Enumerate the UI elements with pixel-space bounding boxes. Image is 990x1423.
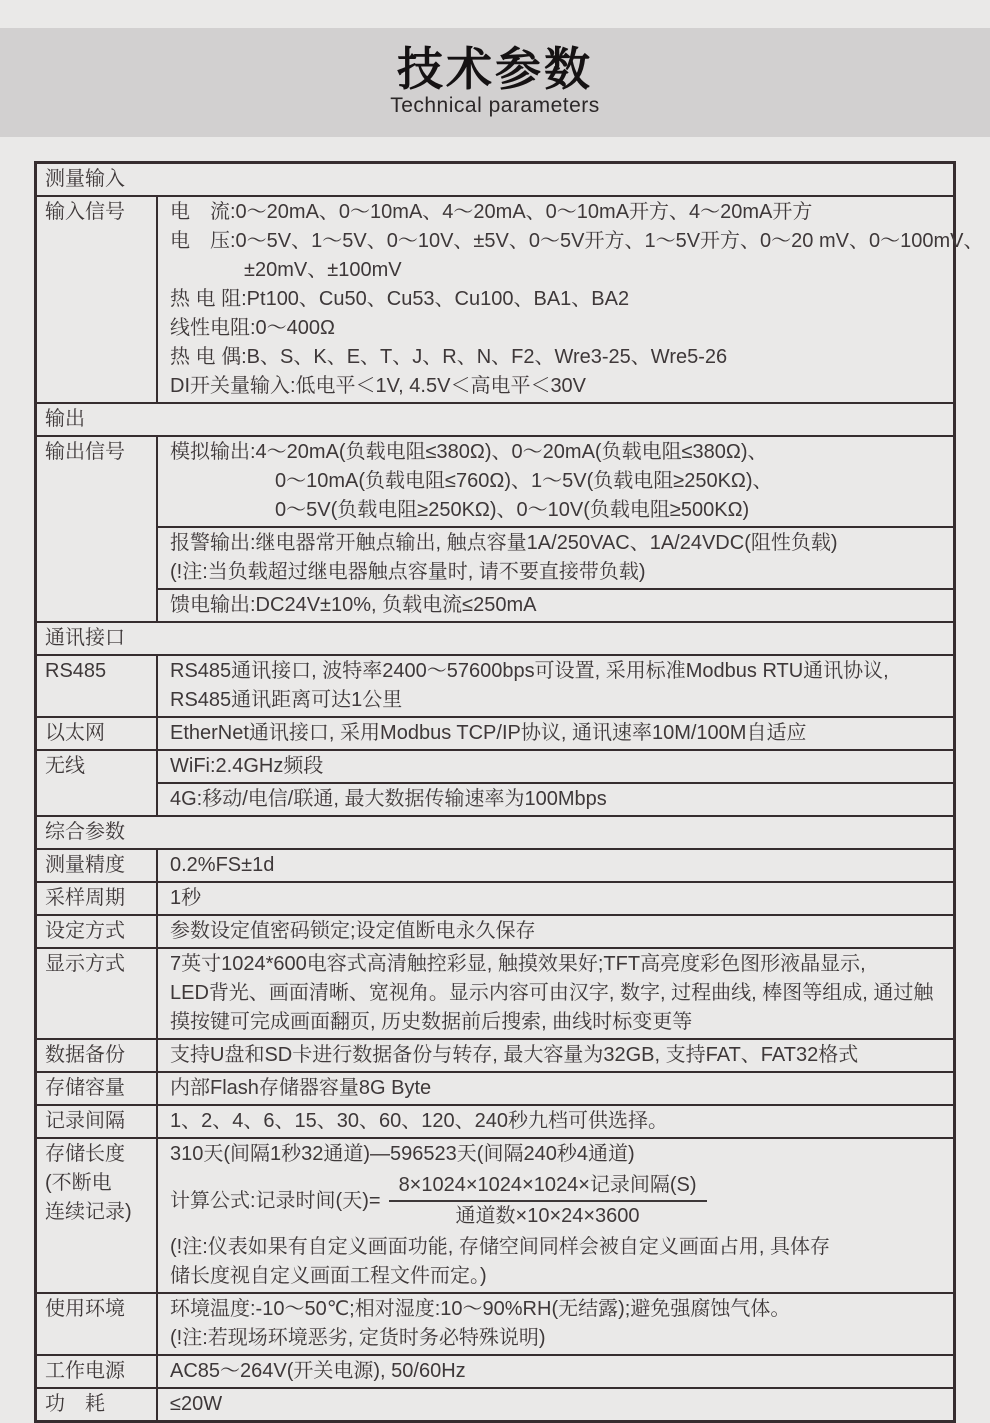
row-label-text: 功 耗 (45, 1393, 105, 1415)
row-label-text: RS485 (45, 660, 107, 682)
value-line: 摸按键可完成画面翻页, 历史数据前后搜索, 曲线时标变更等 (170, 1011, 693, 1033)
row-accuracy (37, 848, 953, 881)
row-label-text: (不断电 (45, 1172, 112, 1194)
row-label (37, 1073, 158, 1104)
row-value (158, 850, 953, 881)
value-line: 环境温度:-10～50℃;相对湿度:10～90%RH(无结露);避免强腐蚀气体。 (170, 1298, 791, 1320)
value-line: RS485通讯接口, 波特率2400～57600bps可设置, 采用标准Modbus RTU通讯协议, (170, 660, 889, 682)
record-time-formula (170, 1171, 949, 1231)
formula-numerator: 8×1024×1024×1024×记录间隔(S) (389, 1171, 707, 1202)
section-row-measure-input (37, 164, 953, 195)
row-label (37, 656, 158, 716)
value-line: RS485通讯距离可达1公里 (170, 689, 403, 711)
value-block (158, 883, 953, 914)
value-line: (!注:当负载超过继电器触点容量时, 请不要直接带负载) (170, 561, 646, 583)
row-label (37, 883, 158, 914)
value-line: 内部Flash存储器容量8G Byte (170, 1077, 432, 1099)
page-title: 技术参数 (397, 43, 593, 95)
row-operating-environment (37, 1292, 953, 1354)
value-line: 1、2、4、6、15、30、60、120、240秒九档可供选择。 (170, 1110, 668, 1132)
value-line: 支持U盘和SD卡进行数据备份与转存, 最大容量为32GB, 支持FAT、FAT32格式 (170, 1044, 859, 1066)
value-block-wifi (158, 751, 953, 782)
row-label (37, 1356, 158, 1387)
value-block-4g (158, 782, 953, 815)
section-row-comm-interface (37, 621, 953, 654)
section-row-output (37, 402, 953, 435)
value-block (158, 1294, 953, 1354)
value-line: 模拟输出:4～20mA(负载电阻≤380Ω)、0～20mA(负载电阻≤380Ω)、 (170, 441, 768, 463)
row-input-signal (37, 195, 984, 402)
value-note-line: (!注:仪表如果有自定义画面功能, 存储空间同样会被自定义画面占用, 具体存 (170, 1236, 830, 1258)
row-label (37, 916, 158, 947)
row-label-text: 设定方式 (45, 920, 125, 942)
value-block (158, 949, 953, 1038)
row-storage-capacity (37, 1071, 953, 1104)
value-line: 馈电输出:DC24V±10%, 负载电流≤250mA (170, 594, 537, 616)
row-data-backup (37, 1038, 953, 1071)
row-power-consumption (37, 1387, 953, 1420)
value-line: LED背光、画面清晰、宽视角。显示内容可由汉字, 数字, 过程曲线, 棒图等组成, 通过触 (170, 982, 934, 1004)
row-label-text: 记录间隔 (45, 1110, 125, 1132)
row-value (158, 1294, 953, 1354)
row-value (158, 1106, 953, 1137)
section-title: 综合参数 (45, 821, 125, 843)
value-block (158, 1139, 953, 1292)
row-storage-length (37, 1137, 953, 1292)
row-rs485 (37, 654, 953, 716)
value-block (158, 656, 953, 716)
value-line: 4G:移动/电信/联通, 最大数据传输速率为100Mbps (170, 788, 607, 810)
row-label (37, 1106, 158, 1137)
value-line: 线性电阻:0～400Ω (170, 317, 335, 339)
row-value (158, 197, 984, 402)
value-block-analog-output (158, 437, 953, 526)
value-block (158, 916, 953, 947)
value-block (158, 1073, 953, 1104)
formula-fraction (389, 1171, 707, 1231)
row-label-text: 输出信号 (45, 441, 125, 463)
row-label-text: 工作电源 (45, 1360, 125, 1382)
value-note-line: 储长度视自定义画面工程文件而定。) (170, 1265, 487, 1287)
row-label-text: 采样周期 (45, 887, 125, 909)
row-label (37, 197, 158, 402)
value-line: ±20mV、±100mV (244, 259, 402, 281)
row-label (37, 850, 158, 881)
row-label (37, 718, 158, 749)
value-line: 参数设定值密码锁定;设定值断电永久保存 (170, 920, 536, 942)
row-label (37, 437, 158, 621)
row-label-text: 数据备份 (45, 1044, 125, 1066)
value-block (158, 1106, 953, 1137)
value-line: 热 电 偶:B、S、K、E、T、J、R、N、F2、Wre3-25、Wre5-26 (170, 346, 728, 368)
row-label-text: 测量精度 (45, 854, 125, 876)
row-value (158, 751, 953, 815)
formula-prefix: 计算公式:记录时间(天)= (170, 1189, 381, 1212)
row-label-text: 连续记录) (45, 1201, 132, 1223)
row-label-text: 存储容量 (45, 1077, 125, 1099)
row-label-text: 无线 (45, 755, 85, 777)
value-line: 0.2%FS±1d (170, 854, 275, 876)
row-value (158, 1073, 953, 1104)
row-label (37, 949, 158, 1038)
row-record-interval (37, 1104, 953, 1137)
value-line: 报警输出:继电器常开触点输出, 触点容量1A/250VAC、1A/24VDC(阻性负载) (170, 532, 838, 554)
value-line: DI开关量输入:低电平＜1V, 4.5V＜高电平＜30V (170, 375, 587, 397)
row-value (158, 1040, 953, 1071)
value-block (158, 197, 984, 402)
row-value (158, 1356, 953, 1387)
value-line: 电 流:0～20mA、0～10mA、4～20mA、0～10mA开方、4～20mA开方 (170, 201, 813, 223)
value-line: 电 压:0～5V、1～5V、0～10V、±5V、0～5V开方、1～5V开方、0～20 mV、0～100mV、 (170, 230, 984, 252)
value-line: 0～5V(负载电阻≥250KΩ)、0～10V(负载电阻≥500KΩ) (275, 499, 750, 521)
value-line: 0～10mA(负载电阻≤760Ω)、1～5V(负载电阻≥250KΩ)、 (275, 470, 773, 492)
row-value (158, 1139, 953, 1292)
header-band (0, 28, 990, 137)
value-line: 310天(间隔1秒32通道)—596523天(间隔240秒4通道) (170, 1143, 635, 1165)
row-sampling-period (37, 881, 953, 914)
row-label-text: 显示方式 (45, 953, 125, 975)
value-line: 7英寸1024*600电容式高清触控彩显, 触摸效果好;TFT高亮度彩色图形液晶显示, (170, 953, 866, 975)
row-value (158, 949, 953, 1038)
row-output-signal (37, 435, 953, 621)
row-power-supply (37, 1354, 953, 1387)
row-value (158, 437, 953, 621)
row-wireless (37, 749, 953, 815)
row-label (37, 1294, 158, 1354)
row-setting-method (37, 914, 953, 947)
row-value (158, 656, 953, 716)
row-value (158, 916, 953, 947)
formula-denominator: 通道数×10×24×3600 (455, 1205, 640, 1227)
section-row-general-params (37, 815, 953, 848)
row-display-mode (37, 947, 953, 1038)
value-block (158, 850, 953, 881)
value-line: AC85～264V(开关电源), 50/60Hz (170, 1360, 466, 1382)
section-title: 输出 (45, 408, 85, 430)
value-line: 1秒 (170, 887, 202, 909)
page-subtitle: Technical parameters (390, 94, 600, 117)
row-label (37, 751, 158, 815)
value-line: 热 电 阻:Pt100、Cu50、Cu53、Cu100、BA1、BA2 (170, 288, 630, 310)
row-label (37, 1040, 158, 1071)
spec-table (34, 161, 984, 1423)
row-label-text: 存储长度 (45, 1143, 125, 1165)
value-line: EtherNet通讯接口, 采用Modbus TCP/IP协议, 通讯速率10M/100M自适应 (170, 722, 807, 744)
value-block-alarm-output (158, 526, 953, 588)
value-block-feed-output (158, 588, 953, 621)
row-label-text: 使用环境 (45, 1298, 125, 1320)
row-ethernet (37, 716, 953, 749)
value-block (158, 718, 953, 749)
row-value (158, 883, 953, 914)
value-block (158, 1356, 953, 1387)
value-line: ≤20W (170, 1393, 223, 1415)
row-value (158, 718, 953, 749)
value-note-line: (!注:若现场环境恶劣, 定货时务必特殊说明) (170, 1327, 546, 1349)
row-label-text: 输入信号 (45, 201, 125, 223)
value-block (158, 1040, 953, 1071)
value-line: WiFi:2.4GHz频段 (170, 755, 324, 777)
section-title: 通讯接口 (45, 627, 125, 649)
row-label-text: 以太网 (45, 722, 105, 744)
section-title: 测量输入 (45, 168, 125, 190)
row-label (37, 1139, 158, 1292)
